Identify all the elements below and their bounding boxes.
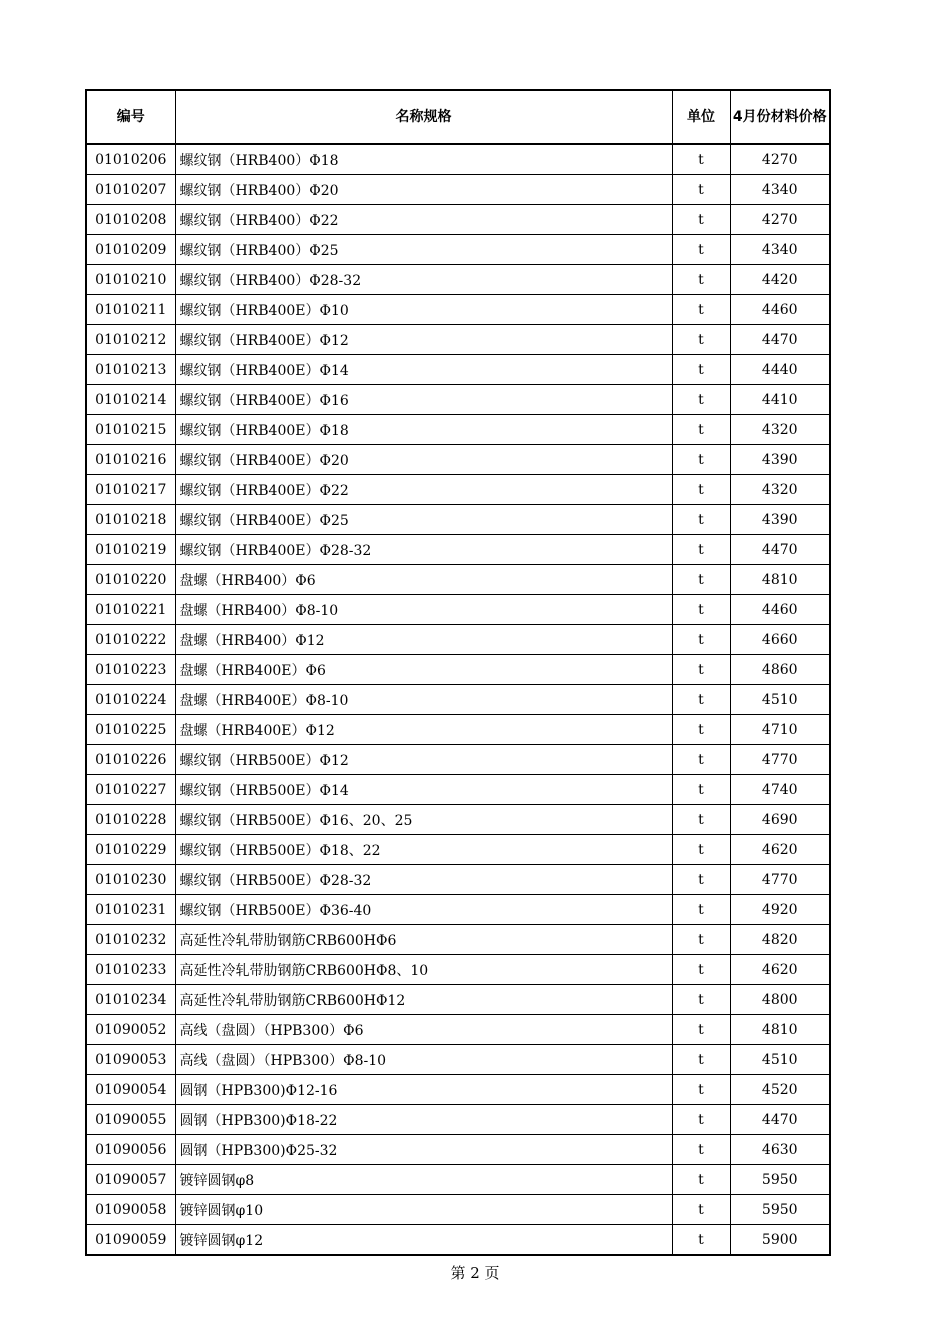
- cell-unit: t: [672, 144, 730, 175]
- cell-unit: t: [672, 925, 730, 955]
- cell-code: 01010226: [86, 745, 175, 775]
- cell-code: 01010207: [86, 175, 175, 205]
- cell-code: 01010209: [86, 235, 175, 265]
- cell-price: 4410: [730, 385, 830, 415]
- cell-unit: t: [672, 505, 730, 535]
- cell-name: 盘螺（HRB400E）Φ6: [175, 655, 672, 685]
- cell-code: 01010231: [86, 895, 175, 925]
- header-price: 4月份材料价格: [730, 90, 830, 144]
- cell-name: 螺纹钢（HRB500E）Φ18、22: [175, 835, 672, 865]
- table-row: [86, 625, 830, 655]
- cell-code: 01090053: [86, 1045, 175, 1075]
- material-price-table: [85, 89, 831, 1256]
- cell-price: 4630: [730, 1135, 830, 1165]
- table-row: [86, 144, 830, 175]
- cell-unit: t: [672, 835, 730, 865]
- table-row: [86, 1045, 830, 1075]
- cell-unit: t: [672, 775, 730, 805]
- table-row: [86, 955, 830, 985]
- cell-code: 01090057: [86, 1165, 175, 1195]
- cell-price: 4710: [730, 715, 830, 745]
- cell-price: 4520: [730, 1075, 830, 1105]
- table-row: [86, 1015, 830, 1045]
- table-row: [86, 775, 830, 805]
- table-row: [86, 1135, 830, 1165]
- cell-unit: t: [672, 895, 730, 925]
- header-unit: 单位: [672, 90, 730, 144]
- cell-price: 4740: [730, 775, 830, 805]
- cell-name: 盘螺（HRB400E）Φ8-10: [175, 685, 672, 715]
- table-row: [86, 865, 830, 895]
- cell-name: 螺纹钢（HRB500E）Φ28-32: [175, 865, 672, 895]
- table-header: [86, 90, 830, 144]
- cell-name: 螺纹钢（HRB400）Φ18: [175, 144, 672, 175]
- cell-price: 4510: [730, 685, 830, 715]
- table-row: [86, 595, 830, 625]
- cell-price: 4860: [730, 655, 830, 685]
- cell-unit: t: [672, 565, 730, 595]
- cell-price: 4920: [730, 895, 830, 925]
- cell-unit: t: [672, 445, 730, 475]
- cell-code: 01010225: [86, 715, 175, 745]
- cell-unit: t: [672, 385, 730, 415]
- cell-price: 4470: [730, 325, 830, 355]
- cell-price: 4390: [730, 505, 830, 535]
- cell-unit: t: [672, 955, 730, 985]
- table-row: [86, 1195, 830, 1225]
- cell-unit: t: [672, 235, 730, 265]
- cell-price: 4390: [730, 445, 830, 475]
- table-row: [86, 175, 830, 205]
- cell-unit: t: [672, 265, 730, 295]
- cell-unit: t: [672, 1195, 730, 1225]
- cell-price: 4770: [730, 745, 830, 775]
- cell-code: 01090056: [86, 1135, 175, 1165]
- table-row: [86, 415, 830, 445]
- cell-price: 5950: [730, 1165, 830, 1195]
- cell-code: 01090058: [86, 1195, 175, 1225]
- cell-price: 4320: [730, 475, 830, 505]
- cell-name: 高线（盘圆）（HPB300）Φ6: [175, 1015, 672, 1045]
- cell-price: 4690: [730, 805, 830, 835]
- cell-unit: t: [672, 175, 730, 205]
- table-row: [86, 1075, 830, 1105]
- header-row: [86, 90, 830, 144]
- cell-code: 01090054: [86, 1075, 175, 1105]
- header-name: 名称规格: [175, 90, 672, 144]
- cell-code: 01010220: [86, 565, 175, 595]
- cell-code: 01010217: [86, 475, 175, 505]
- cell-code: 01010224: [86, 685, 175, 715]
- cell-name: 螺纹钢（HRB400E）Φ18: [175, 415, 672, 445]
- table-row: [86, 895, 830, 925]
- cell-unit: t: [672, 475, 730, 505]
- cell-unit: t: [672, 625, 730, 655]
- cell-price: 4470: [730, 535, 830, 565]
- cell-price: 4270: [730, 205, 830, 235]
- table-row: [86, 985, 830, 1015]
- cell-unit: t: [672, 985, 730, 1015]
- cell-code: 01010221: [86, 595, 175, 625]
- cell-price: 4440: [730, 355, 830, 385]
- cell-price: 4340: [730, 235, 830, 265]
- cell-code: 01010228: [86, 805, 175, 835]
- table-row: [86, 1165, 830, 1195]
- cell-name: 盘螺（HRB400E）Φ12: [175, 715, 672, 745]
- price-sheet: [85, 89, 831, 1256]
- cell-name: 螺纹钢（HRB400）Φ28-32: [175, 265, 672, 295]
- cell-code: 01090059: [86, 1225, 175, 1256]
- cell-unit: t: [672, 685, 730, 715]
- cell-unit: t: [672, 295, 730, 325]
- cell-code: 01010208: [86, 205, 175, 235]
- cell-unit: t: [672, 1225, 730, 1256]
- header-code: 编号: [86, 90, 175, 144]
- cell-code: 01010219: [86, 535, 175, 565]
- cell-name: 螺纹钢（HRB500E）Φ36-40: [175, 895, 672, 925]
- cell-code: 01010214: [86, 385, 175, 415]
- cell-name: 高延性冷轧带肋钢筋CRB600HΦ12: [175, 985, 672, 1015]
- cell-unit: t: [672, 415, 730, 445]
- cell-name: 螺纹钢（HRB500E）Φ14: [175, 775, 672, 805]
- page-number: 第 2 页: [450, 1264, 500, 1282]
- table-row: [86, 265, 830, 295]
- cell-name: 盘螺（HRB400）Φ6: [175, 565, 672, 595]
- cell-price: 4620: [730, 835, 830, 865]
- cell-unit: t: [672, 325, 730, 355]
- table-row: [86, 475, 830, 505]
- cell-code: 01010234: [86, 985, 175, 1015]
- cell-code: 01010223: [86, 655, 175, 685]
- table-row: [86, 925, 830, 955]
- cell-name: 高延性冷轧带肋钢筋CRB600HΦ6: [175, 925, 672, 955]
- cell-price: 4800: [730, 985, 830, 1015]
- cell-price: 4660: [730, 625, 830, 655]
- cell-unit: t: [672, 655, 730, 685]
- cell-price: 4420: [730, 265, 830, 295]
- cell-price: 4470: [730, 1105, 830, 1135]
- cell-unit: t: [672, 535, 730, 565]
- cell-name: 螺纹钢（HRB400E）Φ20: [175, 445, 672, 475]
- cell-code: 01010232: [86, 925, 175, 955]
- table-row: [86, 655, 830, 685]
- cell-code: 01010227: [86, 775, 175, 805]
- cell-unit: t: [672, 1045, 730, 1075]
- cell-price: 4460: [730, 595, 830, 625]
- table-row: [86, 445, 830, 475]
- table-row: [86, 295, 830, 325]
- cell-name: 螺纹钢（HRB400E）Φ12: [175, 325, 672, 355]
- cell-code: 01010222: [86, 625, 175, 655]
- table-row: [86, 205, 830, 235]
- cell-name: 螺纹钢（HRB500E）Φ12: [175, 745, 672, 775]
- table-row: [86, 235, 830, 265]
- table-row: [86, 835, 830, 865]
- cell-code: 01010215: [86, 415, 175, 445]
- cell-price: 4770: [730, 865, 830, 895]
- table-row: [86, 805, 830, 835]
- table-row: [86, 535, 830, 565]
- table-row: [86, 385, 830, 415]
- table-row: [86, 325, 830, 355]
- cell-code: 01010210: [86, 265, 175, 295]
- cell-name: 盘螺（HRB400）Φ8-10: [175, 595, 672, 625]
- cell-code: 01010212: [86, 325, 175, 355]
- cell-unit: t: [672, 1075, 730, 1105]
- table-row: [86, 1225, 830, 1256]
- cell-name: 螺纹钢（HRB400E）Φ10: [175, 295, 672, 325]
- table-row: [86, 745, 830, 775]
- cell-price: 4340: [730, 175, 830, 205]
- cell-price: 4270: [730, 144, 830, 175]
- cell-name: 螺纹钢（HRB400）Φ22: [175, 205, 672, 235]
- cell-name: 螺纹钢（HRB400E）Φ25: [175, 505, 672, 535]
- cell-code: 01010213: [86, 355, 175, 385]
- cell-name: 螺纹钢（HRB400）Φ20: [175, 175, 672, 205]
- cell-name: 螺纹钢（HRB400E）Φ14: [175, 355, 672, 385]
- cell-name: 螺纹钢（HRB500E）Φ16、20、25: [175, 805, 672, 835]
- table-row: [86, 1105, 830, 1135]
- cell-code: 01090055: [86, 1105, 175, 1135]
- cell-price: 4810: [730, 1015, 830, 1045]
- cell-name: 镀锌圆钢φ8: [175, 1165, 672, 1195]
- table-row: [86, 715, 830, 745]
- cell-code: 01010206: [86, 144, 175, 175]
- cell-unit: t: [672, 1165, 730, 1195]
- cell-price: 5900: [730, 1225, 830, 1256]
- table-row: [86, 355, 830, 385]
- cell-name: 圆钢（HPB300)Φ12-16: [175, 1075, 672, 1105]
- cell-price: 4320: [730, 415, 830, 445]
- cell-name: 螺纹钢（HRB400E）Φ22: [175, 475, 672, 505]
- cell-code: 01010229: [86, 835, 175, 865]
- cell-name: 螺纹钢（HRB400E）Φ16: [175, 385, 672, 415]
- cell-price: 4810: [730, 565, 830, 595]
- cell-name: 高延性冷轧带肋钢筋CRB600HΦ8、10: [175, 955, 672, 985]
- cell-unit: t: [672, 595, 730, 625]
- cell-code: 01010230: [86, 865, 175, 895]
- cell-name: 螺纹钢（HRB400E）Φ28-32: [175, 535, 672, 565]
- table-row: [86, 685, 830, 715]
- cell-unit: t: [672, 715, 730, 745]
- cell-unit: t: [672, 745, 730, 775]
- cell-code: 01010233: [86, 955, 175, 985]
- cell-price: 4460: [730, 295, 830, 325]
- table-row: [86, 505, 830, 535]
- cell-unit: t: [672, 865, 730, 895]
- table-body: [86, 144, 830, 1255]
- cell-unit: t: [672, 205, 730, 235]
- cell-name: 圆钢（HPB300)Φ25-32: [175, 1135, 672, 1165]
- cell-name: 盘螺（HRB400）Φ12: [175, 625, 672, 655]
- cell-code: 01010216: [86, 445, 175, 475]
- cell-name: 镀锌圆钢φ12: [175, 1225, 672, 1256]
- cell-unit: t: [672, 1105, 730, 1135]
- cell-unit: t: [672, 1135, 730, 1165]
- cell-name: 镀锌圆钢φ10: [175, 1195, 672, 1225]
- cell-code: 01010211: [86, 295, 175, 325]
- cell-unit: t: [672, 1015, 730, 1045]
- cell-name: 螺纹钢（HRB400）Φ25: [175, 235, 672, 265]
- cell-price: 4620: [730, 955, 830, 985]
- cell-unit: t: [672, 355, 730, 385]
- cell-code: 01010218: [86, 505, 175, 535]
- table-row: [86, 565, 830, 595]
- cell-price: 4510: [730, 1045, 830, 1075]
- cell-name: 高线（盘圆）（HPB300）Φ8-10: [175, 1045, 672, 1075]
- cell-price: 4820: [730, 925, 830, 955]
- cell-name: 圆钢（HPB300)Φ18-22: [175, 1105, 672, 1135]
- cell-unit: t: [672, 805, 730, 835]
- cell-price: 5950: [730, 1195, 830, 1225]
- cell-code: 01090052: [86, 1015, 175, 1045]
